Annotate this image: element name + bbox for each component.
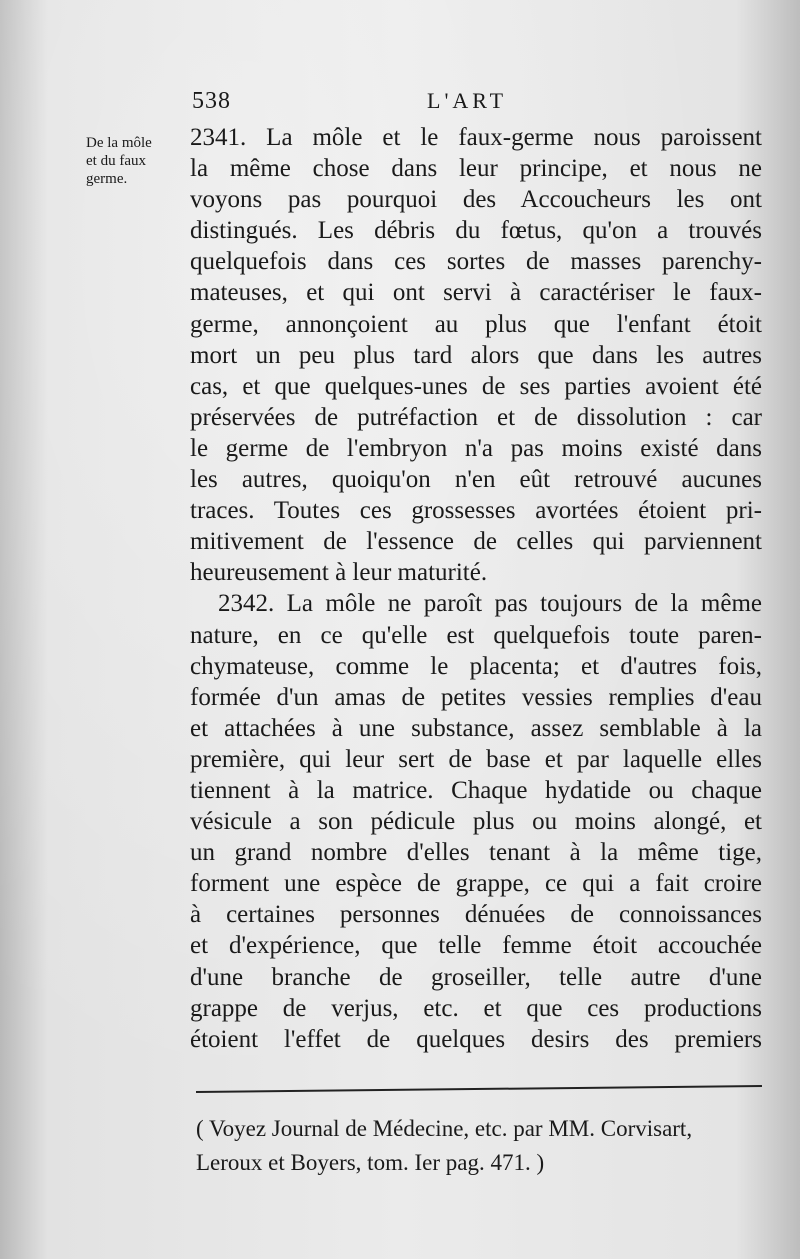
text-line: la même chose dans leur principe, et nous ne [190, 155, 762, 183]
text-line: germe, annonçoient au plus que l'enfant étoit [190, 310, 762, 338]
footnote-line: ( Voyez Journal de Médecine, etc. par MM. Corvisart, [196, 1116, 693, 1141]
margin-note-line: et du faux [86, 153, 146, 169]
text-line: et attachées à une substance, assez semblable à la [190, 714, 762, 742]
body-text [190, 122, 762, 1055]
text-line: le germe de l'embryon n'a pas moins existé dans [190, 434, 762, 462]
footnote [196, 1112, 762, 1180]
text-line: traces. Toutes ces grossesses avortées étoient pri- [190, 497, 762, 525]
text-line: grappe de verjus, etc. et que ces productions [190, 994, 762, 1022]
text-line: mateuses, et qui ont servi à caractériser le faux- [190, 279, 762, 307]
text-line: forment une espèce de grappe, ce qui a fait croire [190, 870, 762, 898]
text-line: chymateuse, comme le placenta; et d'autres fois, [190, 652, 762, 680]
text-line: d'une branche de groseiller, telle autre d'une [190, 963, 762, 991]
text-line: 2341. La môle et le faux-germe nous paroissent [190, 124, 762, 151]
footnote-line: Leroux et Boyers, tom. Ier pag. 471. ) [196, 1150, 545, 1175]
text-line: tiennent à la matrice. Chaque hydatide ou chaque [190, 776, 762, 804]
running-head: L'ART [427, 88, 508, 113]
text-line: première, qui leur sert de base et par laquelle elles [190, 745, 762, 773]
text-line: mort un peu plus tard alors que dans les autres [190, 341, 762, 369]
text-line: quelquefois dans ces sortes de masses parenchy- [190, 248, 762, 276]
text-line: préservées de putréfaction et de dissolution : car [190, 403, 762, 431]
text-line: distingués. Les débris du fœtus, qu'on a trouvés [190, 217, 762, 245]
text-line: nature, en ce qu'elle est quelquefois toute paren- [190, 621, 762, 649]
text-line: voyons pas pourquoi des Accoucheurs les ont [190, 186, 762, 214]
text-line: cas, et que quelques-unes de ses parties avoient été [190, 372, 762, 400]
text-line: et d'expérience, que telle femme étoit accouchée [190, 932, 762, 960]
text-line: heureusement à leur maturité. [190, 559, 488, 587]
margin-note [86, 134, 196, 188]
text-line: étoient l'effet de quelques desirs des premiers [190, 1025, 762, 1053]
text-line: 2342. La môle ne paroît pas toujours de la même [218, 590, 762, 618]
page-number: 538 [192, 88, 231, 114]
text-line: mitivement de l'essence de celles qui parviennent [190, 528, 762, 556]
text-line: formée d'un amas de petites vessies remplies d'eau [190, 683, 762, 711]
margin-note-line: germe. [86, 171, 128, 187]
text-line: à certaines personnes dénuées de connoissances [190, 901, 762, 929]
page-header [192, 88, 758, 120]
text-line: les autres, quoiqu'on n'en eût retrouvé aucunes [190, 466, 762, 494]
margin-note-line: De la môle [86, 135, 152, 151]
text-line: vésicule a son pédicule plus ou moins alongé, et [190, 808, 762, 836]
text-line: un grand nombre d'elles tenant à la même tige, [190, 839, 762, 867]
footnote-rule [196, 1085, 762, 1093]
